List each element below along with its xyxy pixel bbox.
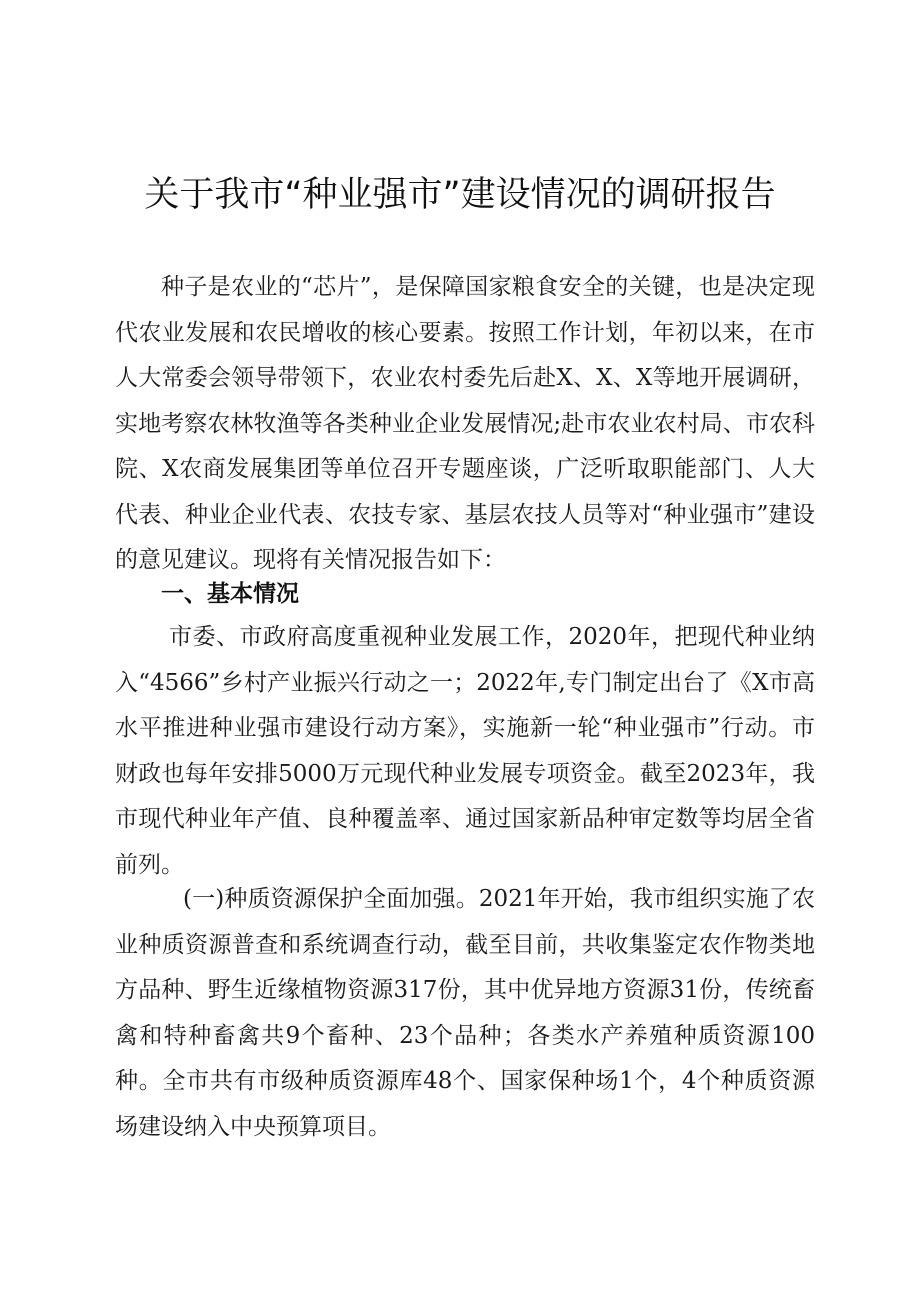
basic-situation-paragraph: 市委、市政府高度重视种业发展工作，2020年，把现代种业纳入“4566”乡村产业振兴行动之一；2022年,专门制定出台了《X市高水平推进种业强市建设行动方案》，实施新一轮“种业强市”行动。市财政也每年安排5000万元现代种业发展专项资金。截至2023年，我市现代种业年产值、良种覆盖率、通过国家新品种审定数等均居全省前列。	[115, 624, 815, 878]
germplasm-paragraph	[115, 877, 815, 1150]
section-heading-basic: 一、基本情况	[161, 581, 299, 607]
subsection-heading-germplasm: (一)种质资源保护全面加强。	[183, 886, 479, 912]
germplasm-paragraph-text: 2021年开始，我市组织实施了农业种质资源普查和系统调查行动，截至目前，共收集鉴定农作物类地方品种、野生近缘植物资源317份，其中优异地方资源31份，传统畜禽和特种畜禽共9个畜种、23个品种；各类水产养殖种质资源100种。全市共有市级种质资源库48个、国家保种场1个，4个种质资源场建设纳入中央预算项目。	[115, 886, 815, 1140]
intro-paragraph: 种子是农业的“芯片”，是保障国家粮食安全的关键，也是决定现代农业发展和农民增收的核心要素。按照工作计划，年初以来，在市人大常委会领导带领下，农业农村委先后赴X、X、X等地开展调研，实地考察农林牧渔等各类种业企业发展情况;赴市农业农村局、市农科院、X农商发展集团等单位召开专题座谈，广泛听取职能部门、人大代表、种业企业代表、农技专家、基层农技人员等对“种业强市”建设的意见建议。现将有关情况报告如下：	[115, 274, 815, 573]
document-title: 关于我市“种业强市”建设情况的调研报告	[144, 175, 776, 215]
